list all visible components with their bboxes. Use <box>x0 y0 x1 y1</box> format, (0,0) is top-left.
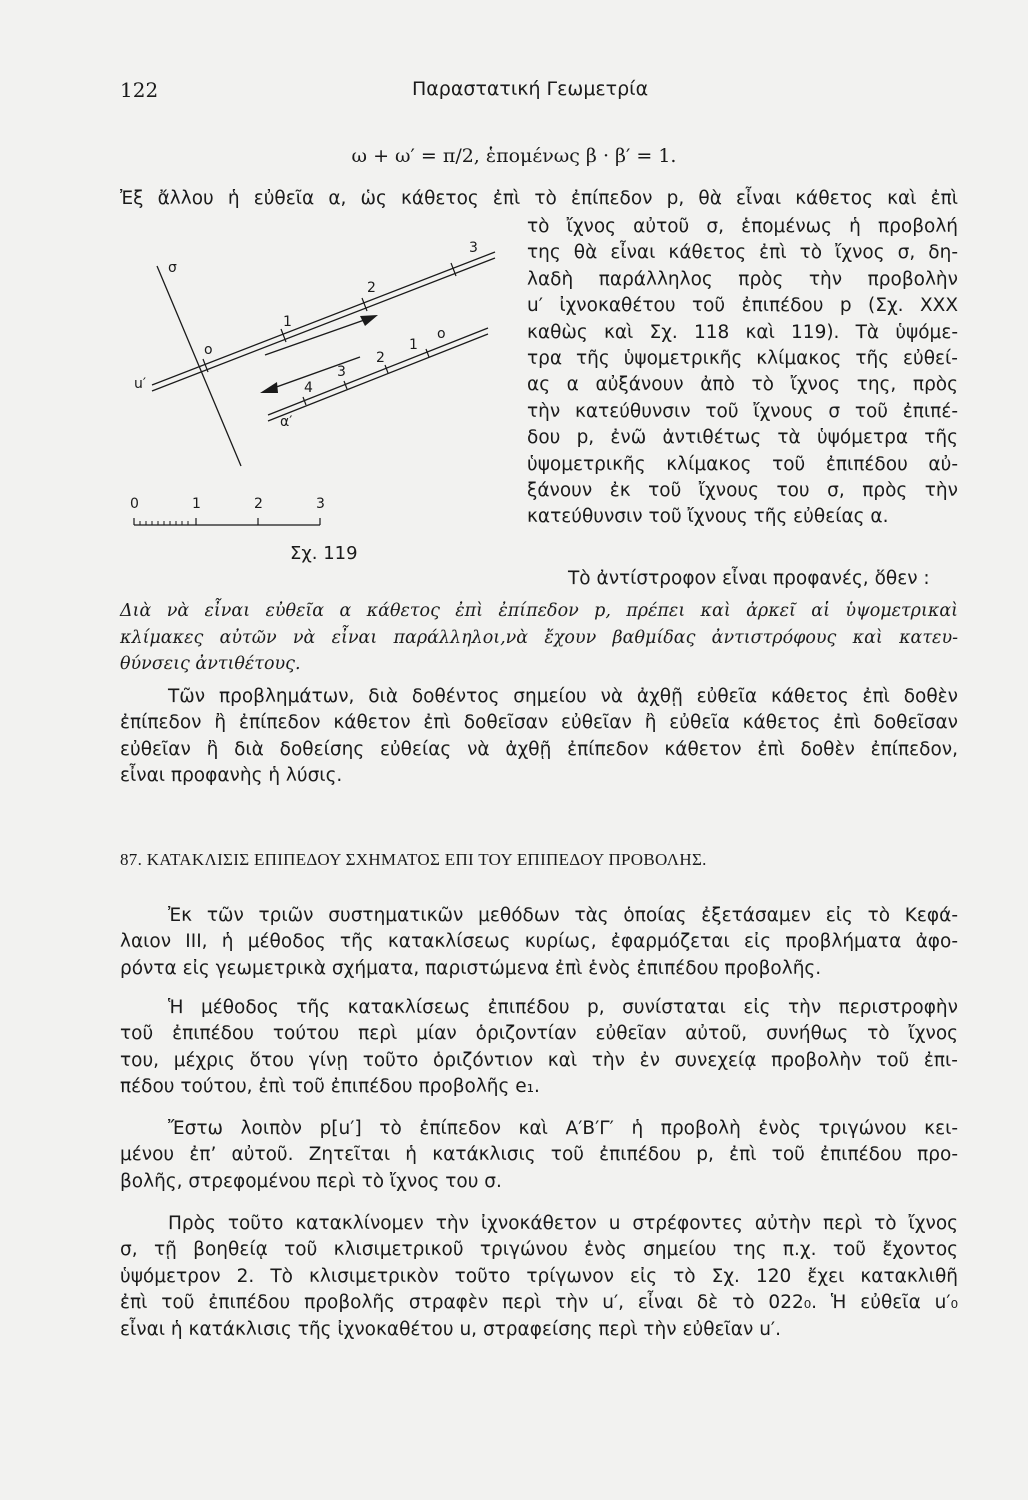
formula: ω + ω′ = π/2, ἑπομένως β · β′ = 1. <box>351 145 677 167</box>
section-heading: 87. ΚΑΤΑΚΛΙΣΙΣ ΕΠΙΠΕΔΟΥ ΣΧΗΜΑΤΟΣ ΕΠΙ ΤΟΥ ΕΠΙΠΕΔΟΥ ΠΡΟΒΟΛΗΣ. <box>120 850 707 869</box>
section-paragraph-1 <box>120 903 958 982</box>
text-line: Διὰ νὰ εἶναι εὐθεῖα α κάθετος ἐπὶ ἐπίπεδον p, πρέπει καὶ ἀρκεῖ αἱ ὑψομετρικαὶ <box>120 601 958 621</box>
scale-label: 3 <box>316 496 325 512</box>
text-line: βολῆς, στρεφομένου περὶ τὸ ἴχνος του σ. <box>120 1170 502 1192</box>
text-line: u′ ἰχνοκαθέτου τοῦ ἐπιπέδου p (Σχ. XXX <box>527 295 958 317</box>
label-sigma: σ <box>168 260 177 276</box>
text-line: ξάνουν ἐκ τοῦ ἴχνους του σ, πρὸς τὴν <box>527 480 958 502</box>
after-figure-paragraph: Τὸ ἀντίστροφον εἶναι προφανές, ὅθεν : <box>568 568 930 589</box>
text-line: Πρὸς τοῦτο κατακλίνομεν τὴν ἰχνοκάθετον u στρέφοντες αὐτὴν περὶ τὸ ἴχνος <box>168 1213 958 1234</box>
line-scale <box>268 328 488 415</box>
trace-sigma-line <box>157 266 241 466</box>
line-direction-arrow <box>268 357 360 390</box>
text-line: σ, τῇ βοηθείᾳ τοῦ κλισιμετρικοῦ τριγώνου ἑνὸς σημείου της π.χ. τοῦ ἔχοντος <box>120 1239 958 1261</box>
text-line: Ἔστω λοιπὸν p[u′] τὸ ἐπίπεδον καὶ Α′Β′Γ′ ἡ προβολὴ ἑνὸς τριγώνου κει- <box>168 1118 958 1139</box>
figure-119 <box>120 230 520 560</box>
problems-paragraph <box>120 684 958 790</box>
text-line: εἶναι ἡ κατάκλισις τῆς ἰχνοκαθέτου u, στραφείσης περὶ τὴν εὐθεῖαν u′. <box>120 1318 781 1340</box>
section-paragraph-3 <box>120 1116 958 1195</box>
label-line-4: 4 <box>304 380 313 396</box>
text-line: τὸ ἴχνος αὐτοῦ σ, ἑπομένως ἡ προβολή <box>527 216 958 237</box>
text-line: μένου ἐπ’ αὐτοῦ. Ζητεῖται ἡ κατάκλισις τοῦ ἐπιπέδου p, ἐπὶ τοῦ ἐπιπέδου προ- <box>120 1144 958 1166</box>
label-line-3: 3 <box>337 364 346 380</box>
intro-paragraph <box>120 186 958 212</box>
text-line: τρα τῆς ὑψομετρικῆς κλίμακος τῆς εὐθεί- <box>527 348 958 370</box>
label-line-o: o <box>437 326 446 342</box>
text-line: εὐθεῖαν ἢ διὰ δοθείσης εὐθείας νὰ ἀχθῇ ἐπίπεδον κάθετον ἐπὶ δοθὲν ἐπίπεδον, <box>120 738 958 760</box>
text-line: πέδου τούτου, ἐπὶ τοῦ ἐπιπέδου προβολῆς e₁. <box>120 1076 540 1098</box>
section-paragraph-4 <box>120 1211 958 1343</box>
label-plane-3: 3 <box>469 240 478 256</box>
plane-scale-line <box>152 252 495 385</box>
text-line: Ἡ μέθοδος τῆς κατακλίσεως ἐπιπέδου p, συνίσταται εἰς τὴν περιστροφὴν <box>168 997 958 1018</box>
text-line: ὑψομετρικῆς κλίμακος τοῦ ἐπιπέδου αὐ- <box>527 453 958 475</box>
text-line: ὑψόμετρον 2. Τὸ κλισιμετρικὸν τοῦτο τρίγωνον εἰς τὸ Σχ. 120 ἔχει κατακλιθῆ <box>120 1265 958 1287</box>
text-line: τὴν κατεύθυνσιν τοῦ ἴχνους σ τοῦ ἐπιπέ- <box>527 400 958 422</box>
text-line: ας α αὐξάνουν ἀπὸ τὸ ἴχνος της, πρὸς <box>527 374 958 396</box>
text-line: Τῶν προβλημάτων, διὰ δοθέντος σημείου νὰ ἀχθῇ εὐθεῖα κάθετος ἐπὶ δοθὲν <box>168 686 958 707</box>
label-line-1: 1 <box>409 337 418 353</box>
text-line: κατεύθυνσιν τοῦ ἴχνους τῆς εὐθείας α. <box>527 506 889 528</box>
arrow-head <box>260 382 278 393</box>
text-line: τοῦ ἐπιπέδου τούτου περὶ μίαν ὁριζοντίαν εὐθεῖαν αὐτοῦ, συνήθως τὸ ἴχνος <box>120 1023 958 1045</box>
text-line: ἐπὶ τοῦ ἐπιπέδου προβολῆς στραφὲν περὶ τὴν u′, εἶναι δὲ τὸ 022₀. Ἡ εὐθεῖα u′₀ <box>120 1292 958 1314</box>
figure-119-drawing <box>120 230 520 560</box>
scale-label: 0 <box>130 496 139 512</box>
label-plane-o: o <box>204 342 213 358</box>
label-plane-1: 1 <box>283 314 292 330</box>
text-line: του, μέχρις ὅτου γίνῃ τοῦτο ὁριζόντιον καὶ τὴν ἐν συνεχείᾳ προβολὴν τοῦ ἐπι- <box>120 1049 958 1071</box>
plane-scale-line <box>152 258 495 391</box>
running-title: Παραστατική Γεωμετρία <box>412 78 649 100</box>
text-line: λαδὴ παράλληλος πρὸς τὴν προβολὴν <box>527 268 958 290</box>
text-line: δου p, ἐνῶ ἀντιθέτως τὰ ὑψόμετρα τῆς <box>527 427 958 449</box>
text-line: Ἐκ τῶν τριῶν συστηματικῶν μεθόδων τὰς ὁποίας ἐξετάσαμεν εἰς τὸ Κεφά- <box>168 905 958 926</box>
scale-label: 1 <box>192 496 201 512</box>
figure-caption: Σχ. 119 <box>290 543 358 564</box>
figure-wrap-paragraph <box>527 214 958 531</box>
text-line: εἶναι προφανὴς ἡ λύσις. <box>120 765 343 787</box>
section-paragraph-2 <box>120 995 958 1101</box>
text-line: κλίμακες αὐτῶν νὰ εἶναι παράλληλοι,νὰ ἔχουν βαθμίδας ἀντιστρόφους καὶ κατευ- <box>120 627 958 648</box>
label-u-prime: u′ <box>134 376 147 392</box>
text-line: της θὰ εἶναι κάθετος ἐπὶ τὸ ἴχνος σ, δη- <box>527 242 958 264</box>
arrow-head <box>360 315 378 326</box>
label-line-2: 2 <box>376 350 385 366</box>
text-line: λαιον III, ἡ μέθοδος τῆς κατακλίσεως κυρίως, ἐφαρμόζεται εἰς προβλήματα ἀφο- <box>120 931 958 953</box>
scale-label: 2 <box>254 496 263 512</box>
text-line: θύνσεις ἀντιθέτους. <box>120 654 301 675</box>
text-line: ρόντα εἰς γεωμετρικὰ σχήματα, παριστώμενα ἐπὶ ἑνὸς ἐπιπέδου προβολῆς. <box>120 957 822 979</box>
label-a-prime: α′ <box>280 414 293 430</box>
page-number: 122 <box>120 78 159 102</box>
text-line: καθὼς καὶ Σχ. 118 καὶ 119). Τὰ ὑψόμε- <box>527 321 958 343</box>
italic-rule-paragraph <box>120 598 958 678</box>
text-line: ἐπίπεδον ἢ ἐπίπεδον κάθετον ἐπὶ δοθεῖσαν εὐθεῖαν ἢ εὐθεῖα κάθετος ἐπὶ δοθεῖσαν <box>120 712 958 734</box>
plane-direction-arrow <box>265 318 370 355</box>
text-line: Ἐξ ἄλλου ἡ εὐθεῖα α, ὡς κάθετος ἐπὶ τὸ ἐπίπεδον p, θὰ εἶναι κάθετος καὶ ἐπὶ <box>120 188 958 209</box>
label-plane-2: 2 <box>367 280 376 296</box>
